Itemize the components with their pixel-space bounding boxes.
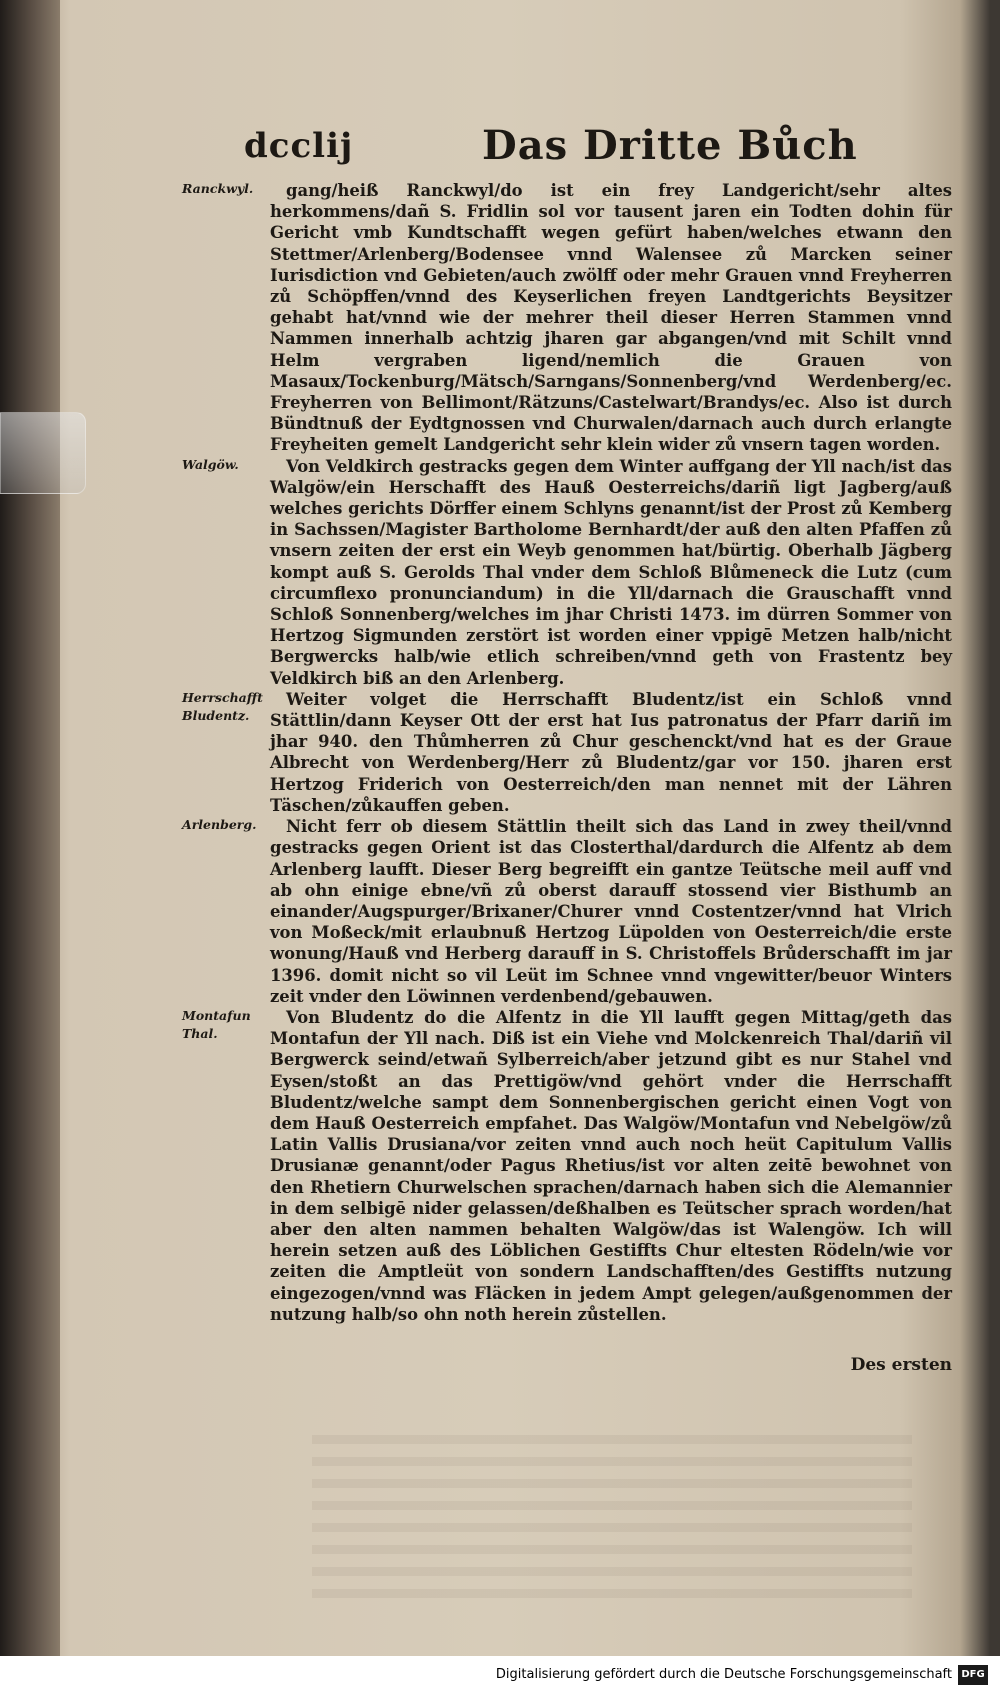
- paragraph-text: Weiter volget die Herrschafft Bludentz/ist ein Schloß vnnd Stättlin/dann Keyser Ott der erst hat Ius patronatus der Pfarr dariñ im jhar 940. den Thůmherren zů Chur geschenckt/vnd hat es der Graue Albrecht von Werdenberg/Herr zů Bludentz/gar vor 150. jharen erst Hertzog Friderich von Oesterreich/den man nennet mit der Lähren Täschen/zůkauffen geben.: [270, 689, 952, 815]
- paragraph-text: Nicht ferr ob diesem Stättlin theilt sich das Land in zwey theil/vnnd gestracks gegen Orient ist das Closterthal/dardurch die Alfentz ab dem Arlenberg laufft. Dieser Berg begreifft ein gantze Teütsche meil auff vnd ab ohn einige ebne/vñ zů oberst darauff stossend vier Bisthumb an einander/Augspurger/Brixaner/Churer vnnd Costentzer/vnnd hat Vlrich von Moßeck/mit erlaubnuß Hertzog Lüpolden von Oesterreich/die erste wonung/Hauß vnd Herberg darauff in S. Christoffels Brůderschafft im jar 1396. domit nicht so vil Leüt im Schnee vnnd vngewitter/beuor Winters zeit vnder den Löwinnen verdenbend/gebauwen.: [270, 817, 952, 1006]
- paragraph-walgoew: [182, 456, 952, 689]
- funding-credit: Digitalisierung gefördert durch die Deutsche Forschungsgemeinschaft: [495, 1667, 952, 1682]
- show-through-text: [312, 1435, 912, 1605]
- digitization-footer: [0, 1656, 1000, 1696]
- paragraph-ranckwyl: [182, 180, 952, 456]
- paragraph-arlenberg: [182, 816, 952, 1007]
- margin-note: Arlenberg.: [182, 817, 257, 833]
- text-block: [182, 120, 952, 1605]
- catchword: Des ersten: [850, 1354, 952, 1375]
- running-title: Das Dritte Bůch: [482, 122, 858, 169]
- margin-note: Walgöw.: [182, 456, 239, 472]
- dfg-logo: DFG: [958, 1665, 988, 1685]
- margin-note: Montafun Thal.: [182, 1007, 251, 1041]
- margin-note: Herrschafft Bludentz.: [182, 689, 263, 723]
- page-clip: [0, 412, 86, 494]
- paragraph-text: gang/heiß Ranckwyl/do ist ein frey Landgericht/sehr altes herkommens/dañ S. Fridlin sol vor tausent jaren ein Todten dohin für Gericht vmb Kundtschafft wegen gefürt haben/welches etwann den Stettmer/Arlenberg/Bodensee vnnd Walensee zů Marcken seiner Iurisdiction vnd Gebieten/auch zwölff oder mehr Grauen vnnd Freyherren zů Schöpffen/vnnd des Keyserlichen freyen Landtgerichts Beysitzer gehabt hat/vnnd wie der mehrer theil dieser Herren Stammen vnnd Nammen innerhalb achtzig jharen gar abgangen/vnd mit Schilt vnnd Helm vergraben ligend/nemlich die Grauen von Masaux/Tockenburg/Mätsch/Sarngans/Sonnenberg/vnd Werdenberg/ec. Freyherren von Bellimont/Rätzuns/Castelwart/Brandys/ec. Also ist durch Bündtnuß der Eydtgnossen vnd Churwalen/darnach auch durch erlangte Freyheiten gemelt Landgericht sehr klein wider zů vnsern tagen worden.: [270, 181, 952, 455]
- paragraph-text: Von Bludentz do die Alfentz in die Yll laufft gegen Mittag/geth das Montafun der Yll nach. Diß ist ein Viehe vnd Molckenreich Thal/dariñ vil Bergwerck seind/etwañ Sylberreich/aber jetzund gibt es nur Stahel vnd Eysen/stoßt an das Prettigöw/vnd gehört vnder die Herrschafft Bludentz/welche sampt dem Sonnenbergischen gericht einen Vogt von dem Hauß Oesterreich empfahet. Das Walgöw/Montafun vnd Nebelgöw/zů Latin Vallis Drusiana/vor zeiten vnnd auch noch heüt Capitulum Vallis Drusianæ genannt/oder Pagus Rhetius/ist vor alten zeitē bewohnet von den Rhetiern Churwelschen sprachen/darnach haben sich die Alemannier in dem selbigē nider gelassen/deßhalben es Teütscher sprach worden/hat aber den alten nammen behalten Walgöw/das ist Walengöw. Ich will herein setzen auß des Löblichen Gestiffts Chur eltesten Rödeln/wie vor zeiten die Amptleüt von sondern Landschafften/des Gestiffts nutzung eingezogen/vnnd was Fläcken in jedem Ampt gelegen/außgenommen der nutzung halb/so ohn noth herein zůstellen.: [270, 1007, 952, 1324]
- paragraph-montafun: [182, 1007, 952, 1325]
- paragraph-text: Von Veldkirch gestracks gegen dem Winter auffgang der Yll nach/ist das Walgöw/ein Herschafft des Hauß Oesterreichs/dariñ ligt Jagberg/auß welches gerichts Dörffer einem Schlyns genannt/ist der Prost zů Kemberg in Sachssen/Magister Bartholome Bernhardt/der auß den alten Pfaffen zů vnsern zeiten der erst ein Weyb genommen hat/bürtig. Oberhalb Jägberg kompt auß S. Gerolds Thal vnder dem Schloß Blůmeneck die Lutz (cum circumflexo pronunciandum) in die Yll/darnach die Grauschafft vnnd Schloß Sonnenberg/welches im jhar Christi 1473. im dürren Sommer von Hertzog Sigmunden zerstört ist worden einer vppigē Metzen halb/nicht Bergwercks halb/wie etlich schreiben/vnnd geth von Frastentz bey Veldkirch biß an den Arlenberg.: [270, 456, 952, 688]
- folio-number: dcclij: [244, 126, 354, 166]
- page-header: [182, 120, 952, 180]
- book-binding: [0, 0, 60, 1656]
- margin-note: Ranckwyl.: [182, 181, 254, 196]
- paragraph-bludentz: [182, 689, 952, 816]
